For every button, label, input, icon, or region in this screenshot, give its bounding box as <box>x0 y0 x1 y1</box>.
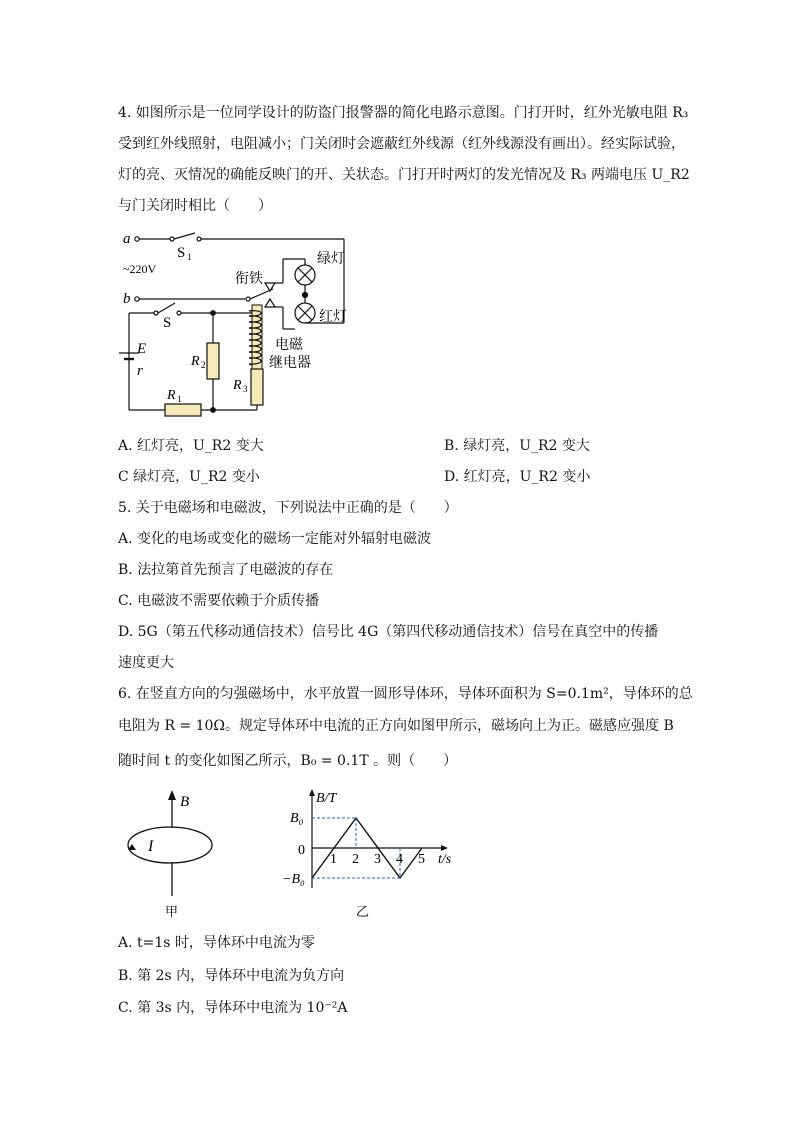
chart-x-tick-label: 4 <box>396 852 403 867</box>
figure-yi-b-t-chart <box>280 788 480 923</box>
green-lamp-label: 绿灯 <box>317 252 345 267</box>
relay-label-1: 电磁 <box>275 338 303 353</box>
chart-x-label: t/s <box>438 852 452 867</box>
r2-sub: 2 <box>201 360 206 370</box>
chart-origin-label: 0 <box>298 843 305 858</box>
jia-b-label: B <box>180 794 190 810</box>
emf-label: E <box>137 341 147 357</box>
red-lamp-label: 红灯 <box>319 310 347 325</box>
q4-option-a: A. 红灯亮，U_R2 变大 <box>118 438 264 454</box>
chart-x-tick-label: 5 <box>418 852 425 867</box>
chart-x-tick-label: 2 <box>352 852 359 867</box>
q4-line-3: 灯的亮、灭情况的确能反映门的开、关状态。门打开时两灯的发光情况及 R₃ 两端电压 U_R2 <box>118 167 690 183</box>
q6-option-c: C. 第 3s 内，导体环中电流为 10⁻²A <box>118 1000 348 1016</box>
q6-line-2: 电阻为 R = 10Ω。规定导体环中电流的正方向如图甲所示，磁场向上为正。磁感应强度 B <box>118 718 674 734</box>
q5-option-d-line-2: 速度更大 <box>118 655 174 671</box>
jia-current-label: I <box>148 838 154 855</box>
q4-line-4: 与门关闭时相比（ ） <box>118 198 272 214</box>
chart-x-tick-label: 3 <box>374 852 381 867</box>
q4-line-1: 4. 如图所示是一位同学设计的防盗门报警器的简化电路示意图。门打开时，红外光敏电阻 R₃ <box>118 105 689 121</box>
q5-option-a: A. 变化的电场或变化的磁场一定能对外辐射电磁波 <box>118 531 432 547</box>
q5-option-c: C. 电磁波不需要依赖于介质传播 <box>118 593 320 609</box>
terminal-b-label: b <box>123 291 131 307</box>
r3-sub: 3 <box>243 384 248 394</box>
switch-s1-sub: 1 <box>187 252 192 262</box>
q4-line-2: 受到红外线照射，电阻减小；门关闭时会遮蔽红外线源（红外线源没有画出）。经实际试验， <box>118 136 685 152</box>
q6-line-1: 6. 在竖直方向的匀强磁场中，水平放置一圆形导体环，导体环面积为 S=0.1m²，导体环的总 <box>118 686 693 702</box>
chart-b0-label: B₀ <box>290 811 304 826</box>
r1-label: R <box>167 388 176 403</box>
armature-label: 衔铁 <box>235 272 263 287</box>
chart-x-tick-label: 1 <box>330 852 337 867</box>
q6-line-3: 随时间 t 的变化如图乙所示，B₀ = 0.1T 。则（ ） <box>118 753 458 769</box>
q4-option-d: D. 红灯亮，U_R2 变小 <box>444 469 591 485</box>
q6-option-b: B. 第 2s 内，导体环中电流为负方向 <box>118 968 345 984</box>
internal-r-label: r <box>137 363 143 379</box>
terminal-a-label: a <box>123 231 131 247</box>
jia-caption: 甲 <box>165 904 179 919</box>
chart-neg-b0-label: −B₀ <box>282 872 305 887</box>
chart-y-label: B/T <box>316 791 337 806</box>
q4-circuit-diagram <box>115 225 365 420</box>
q6-option-a: A. t=1s 时，导体环中电流为零 <box>118 935 315 951</box>
q5-stem: 5. 关于电磁场和电磁波，下列说法中正确的是（ ） <box>118 500 458 516</box>
r2-label: R <box>191 354 200 369</box>
r3-label: R <box>233 378 242 393</box>
q5-option-d-line-1: D. 5G（第五代移动通信技术）信号比 4G（第四代移动通信技术）信号在真空中的传播 <box>118 624 659 640</box>
switch-s-label: S <box>163 315 172 331</box>
yi-caption: 乙 <box>356 904 370 919</box>
q5-option-b: B. 法拉第首先预言了电磁波的存在 <box>118 562 334 578</box>
voltage-label: ~220V <box>123 262 157 276</box>
q4-option-c: C 绿灯亮，U_R2 变小 <box>118 469 260 485</box>
relay-label-2: 继电器 <box>269 356 311 371</box>
r1-sub: 1 <box>177 394 182 404</box>
switch-s1-label: S <box>177 245 186 261</box>
q4-option-b: B. 绿灯亮，U_R2 变大 <box>444 438 590 454</box>
figure-jia-ring <box>118 788 228 923</box>
